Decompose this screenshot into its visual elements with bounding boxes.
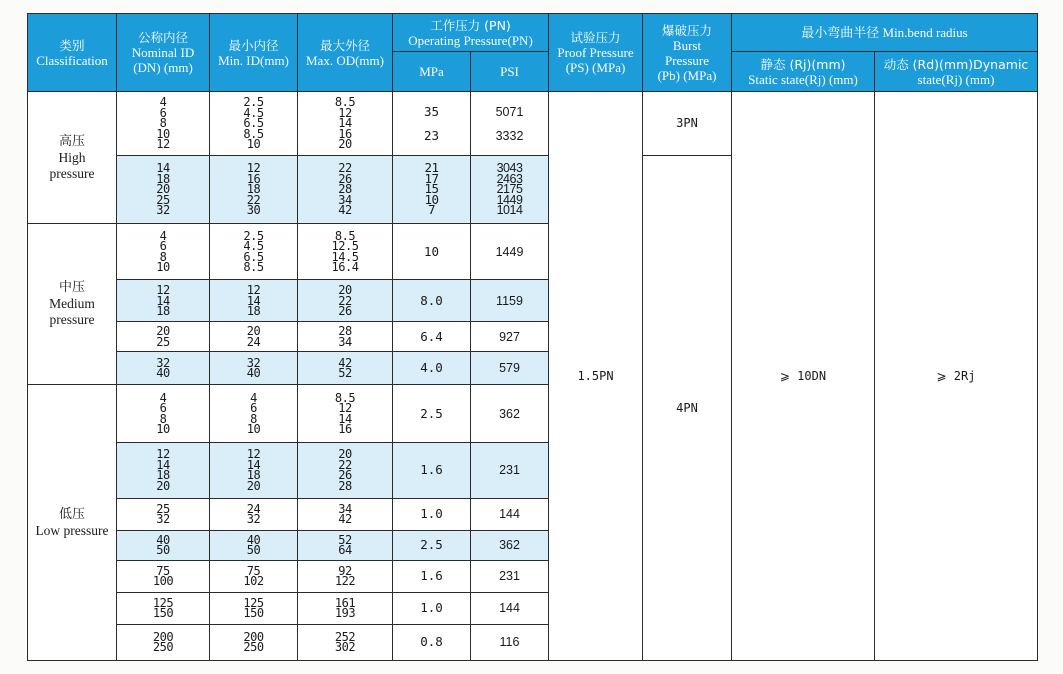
mpa-cell: 1.0 [393, 592, 471, 624]
mpa-cell: 35 23 [393, 92, 471, 156]
nominal-id-cell: 12 14 18 [117, 280, 210, 322]
psi-cell: 144 [471, 592, 549, 624]
psi-cell: 1449 [471, 224, 549, 280]
table-row [28, 92, 1038, 156]
nominal-id-cell: 4 6 8 10 [117, 385, 210, 442]
nominal-id-cell: 125 150 [117, 592, 210, 624]
max-od-cell: 20 22 26 28 [298, 442, 393, 498]
min-id-cell: 40 50 [210, 530, 298, 560]
min-id-cell: 32 40 [210, 352, 298, 385]
psi-cell: 3043 2463 2175 1449 1014 [471, 156, 549, 224]
proof-pressure-cell: 1.5PN [549, 92, 643, 661]
nominal-id-cell: 14 18 20 25 32 [117, 156, 210, 224]
dynamic-bend-radius-cell: ⩾ 2Rj [875, 92, 1038, 661]
psi-cell: 927 [471, 322, 549, 352]
class-high: 高压 High pressure [28, 92, 117, 224]
max-od-cell: 8.5 12 14 16 20 [298, 92, 393, 156]
mpa-cell: 0.8 [393, 624, 471, 660]
mpa-cell: 1.6 [393, 442, 471, 498]
mpa-cell: 2.5 [393, 385, 471, 442]
psi-cell: 231 [471, 442, 549, 498]
nominal-id-cell: 200 250 [117, 624, 210, 660]
max-od-cell: 22 26 28 34 42 [298, 156, 393, 224]
min-id-cell: 12 14 18 20 [210, 442, 298, 498]
min-id-cell: 12 16 18 22 30 [210, 156, 298, 224]
burst-pressure-high-cell: 3PN [643, 92, 732, 156]
header-nominal-id: 公称内径 Nominal ID (DN) (mm) [117, 14, 210, 92]
min-id-cell: 2.5 4.5 6.5 8.5 [210, 224, 298, 280]
mpa-cell: 6.4 [393, 322, 471, 352]
burst-pressure-cell: 4PN [643, 156, 732, 661]
max-od-cell: 28 34 [298, 322, 393, 352]
header-static: 静态 (Rj)(mm) Static state(Rj) (mm) [732, 52, 875, 92]
nominal-id-cell: 20 25 [117, 322, 210, 352]
psi-cell: 362 [471, 385, 549, 442]
psi-cell: 231 [471, 560, 549, 592]
min-id-cell: 12 14 18 [210, 280, 298, 322]
header-bend-radius: 最小弯曲半径 Min.bend radius [732, 14, 1038, 52]
max-od-cell: 92 122 [298, 560, 393, 592]
header-operating-pressure: 工作压力 (PN) Operating Pressure(PN) [393, 14, 549, 52]
min-id-cell: 4 6 8 10 [210, 385, 298, 442]
psi-cell: 579 [471, 352, 549, 385]
max-od-cell: 42 52 [298, 352, 393, 385]
static-bend-radius-cell: ⩾ 10DN [732, 92, 875, 661]
nominal-id-cell: 25 32 [117, 498, 210, 530]
psi-cell: 362 [471, 530, 549, 560]
header-psi: PSI [471, 52, 549, 92]
psi-cell: 116 [471, 624, 549, 660]
nominal-id-cell: 32 40 [117, 352, 210, 385]
nominal-id-cell: 4 6 8 10 12 [117, 92, 210, 156]
min-id-cell: 125 150 [210, 592, 298, 624]
hose-spec-table [27, 13, 1038, 661]
header-min-id: 最小内径 Min. ID(mm) [210, 14, 298, 92]
min-id-cell: 75 102 [210, 560, 298, 592]
class-low: 低压 Low pressure [28, 385, 117, 661]
max-od-cell: 8.5 12 14 16 [298, 385, 393, 442]
psi-cell: 5071 3332 [471, 92, 549, 156]
nominal-id-cell: 40 50 [117, 530, 210, 560]
min-id-cell: 24 32 [210, 498, 298, 530]
nominal-id-cell: 75 100 [117, 560, 210, 592]
min-id-cell: 2.5 4.5 6.5 8.5 10 [210, 92, 298, 156]
mpa-cell: 4.0 [393, 352, 471, 385]
mpa-cell: 1.0 [393, 498, 471, 530]
mpa-cell: 2.5 [393, 530, 471, 560]
header-proof-pressure: 试验压力 Proof Pressure (PS) (MPa) [549, 14, 643, 92]
min-id-cell: 200 250 [210, 624, 298, 660]
psi-cell: 144 [471, 498, 549, 530]
max-od-cell: 161 193 [298, 592, 393, 624]
nominal-id-cell: 12 14 18 20 [117, 442, 210, 498]
header-max-od: 最大外径 Max. OD(mm) [298, 14, 393, 92]
header-classification: 类别 Classification [28, 14, 117, 92]
max-od-cell: 252 302 [298, 624, 393, 660]
mpa-cell: 8.0 [393, 280, 471, 322]
header-mpa: MPa [393, 52, 471, 92]
psi-cell: 1159 [471, 280, 549, 322]
max-od-cell: 20 22 26 [298, 280, 393, 322]
header-dynamic: 动态 (Rd)(mm)Dynamic state(Rj) (mm) [875, 52, 1038, 92]
max-od-cell: 52 64 [298, 530, 393, 560]
mpa-cell: 21 17 15 10 7 [393, 156, 471, 224]
header-burst-pressure: 爆破压力 Burst Pressure (Pb) (MPa) [643, 14, 732, 92]
mpa-cell: 1.6 [393, 560, 471, 592]
max-od-cell: 8.5 12.5 14.5 16.4 [298, 224, 393, 280]
nominal-id-cell: 4 6 8 10 [117, 224, 210, 280]
max-od-cell: 34 42 [298, 498, 393, 530]
class-medium: 中压 Medium pressure [28, 224, 117, 385]
mpa-cell: 10 [393, 224, 471, 280]
min-id-cell: 20 24 [210, 322, 298, 352]
